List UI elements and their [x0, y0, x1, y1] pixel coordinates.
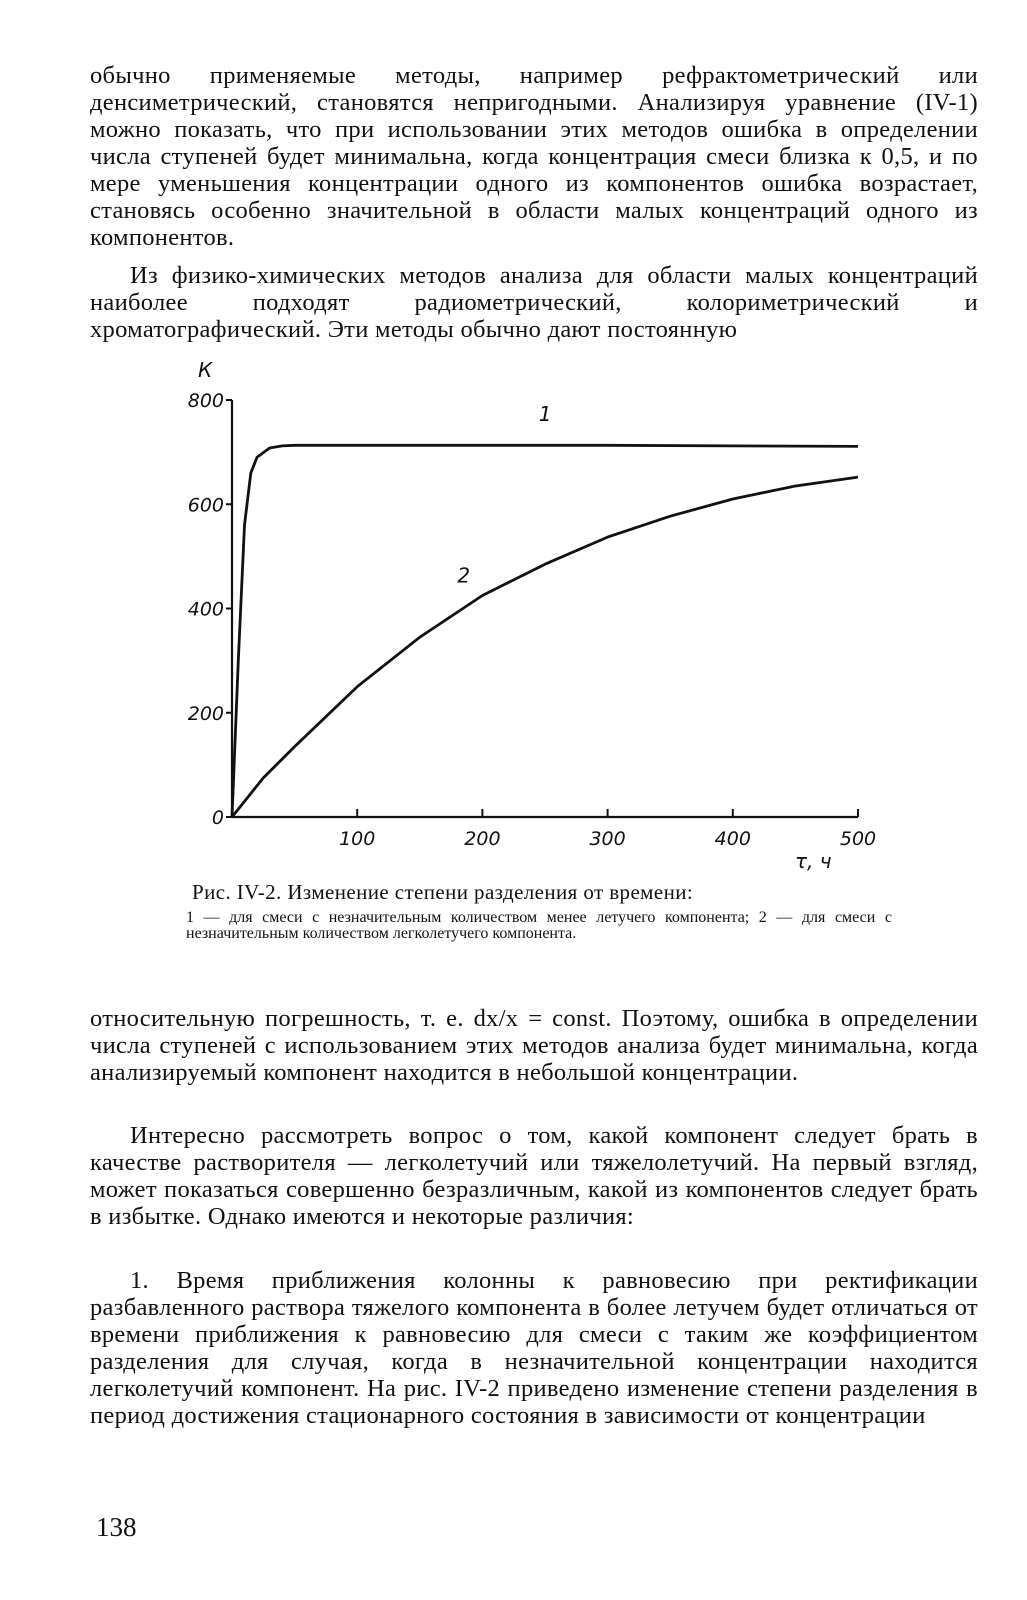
chart-svg	[150, 355, 910, 885]
chart-series	[232, 402, 858, 817]
paragraph-5: 1. Время приближения колонны к равновесию при ректификации разбавленного раствора тяжелого компонента в более летучем будет отличаться от времени приближения к равновесию для смеси с таким же коэффициентом разделения для случая, когда в незначительной концентрации находится легколетучий компонент. На рис. IV-2 приведено изменение степени разделения в период достижения стационарного состояния в зависимости от концентрации	[90, 1267, 978, 1429]
x-tick-label: 300	[589, 828, 626, 850]
series-1-line	[232, 445, 858, 817]
series-1-label: 1	[538, 401, 552, 426]
x-tick-label: 500	[839, 828, 877, 850]
figure-legend: 1 — для смеси с незначительным количеством менее летучего компонента; 2 — для смеси с незначительным количеством легколетучего компонента.	[186, 909, 892, 942]
y-tick-label: 400	[187, 598, 224, 621]
x-axis-label: τ, ч	[795, 849, 832, 873]
y-tick-label: 600	[187, 494, 224, 517]
figure-caption: Рис. IV-2. Изменение степени разделения от времени:	[192, 880, 694, 904]
page-number: 138	[96, 1512, 137, 1542]
paragraph-4: Интересно рассмотреть вопрос о том, какой компонент следует брать в качестве растворителя — легколетучий или тяжелолетучий. На первый взгляд, может показаться совершенно безразличным, какой из компонентов следует брать в избытке. Однако имеются и некоторые различия:	[90, 1122, 978, 1230]
chart-axes	[232, 400, 858, 817]
y-axis-label: К	[198, 358, 213, 382]
series-2-line	[232, 477, 858, 817]
x-tick-label: 100	[339, 828, 376, 850]
y-tick-label: 200	[187, 702, 224, 725]
chart-ticks	[188, 390, 876, 850]
paragraph-2: Из физико-химических методов анализа для области малых концентраций наиболее подходят радиометрический, колориметрический и хроматографический. Эти методы обычно дают постоянную	[90, 262, 978, 343]
x-tick-label: 200	[464, 828, 501, 850]
figure-iv-2	[150, 355, 910, 885]
y-tick-label: 800	[187, 390, 224, 412]
paragraph-3: относительную погрешность, т. е. dx/x = const. Поэтому, ошибка в определении числа ступеней с использованием этих методов анализа будет минимальна, когда анализируемый компонент находится в небольшой концентрации.	[90, 1005, 978, 1086]
series-2-label: 2	[457, 563, 471, 588]
y-tick-label: 0	[211, 807, 224, 829]
x-tick-label: 400	[714, 828, 751, 850]
paragraph-1: обычно применяемые методы, например рефрактометрический или денсиметрический, становятся непригодными. Анализируя уравнение (IV-1) можно показать, что при использовании этих методов ошибка в определении числа ступеней будет минимальна, когда концентрация смеси близка к 0,5, и по мере уменьшения концентрации одного из компонентов ошибка возрастает, становясь особенно значительной в области малых концентраций одного из компонентов.	[90, 62, 978, 251]
